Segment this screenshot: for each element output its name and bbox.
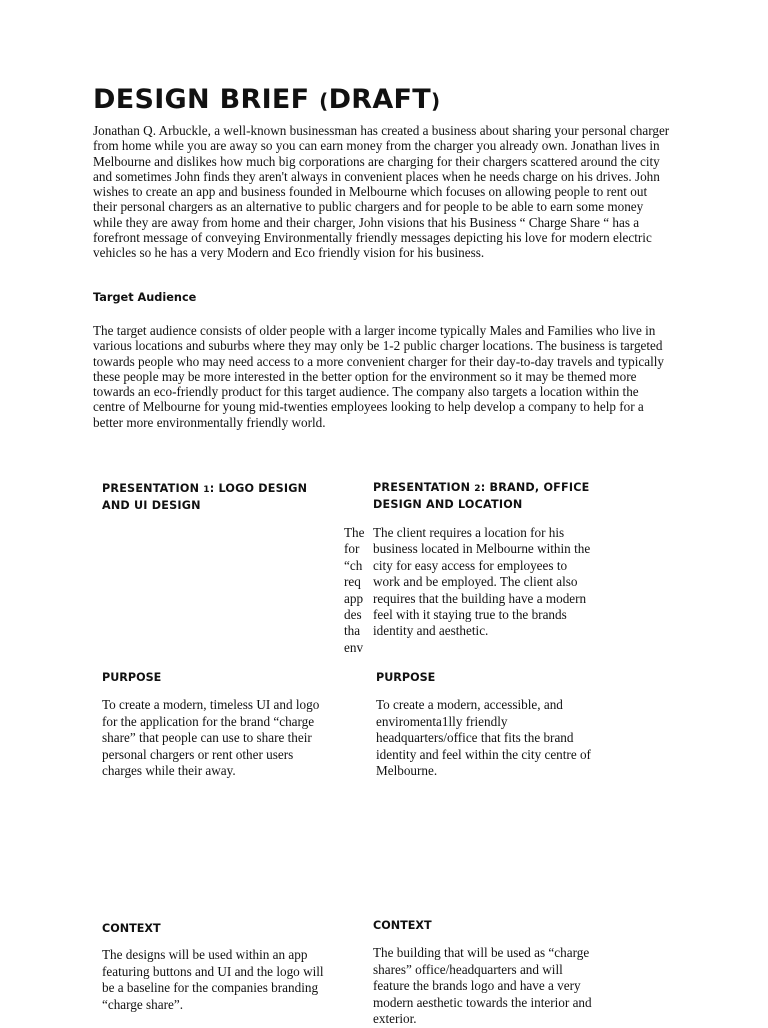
clipped-line: app xyxy=(344,590,364,606)
presentation-1-heading xyxy=(102,481,337,513)
title-main: DESIGN BRIEF xyxy=(93,84,320,115)
presentation-1-heading-b: : LOGO DESIGN AND UI DESIGN xyxy=(102,482,308,512)
presentation-2-purpose-heading: PURPOSE xyxy=(376,671,436,684)
presentation-2-heading-b: : BRAND, OFFICE DESIGN AND LOCATION xyxy=(373,481,590,511)
target-audience-heading: Target Audience xyxy=(93,291,197,304)
presentation-1-number: 1 xyxy=(203,485,210,495)
presentation-1-purpose-heading: PURPOSE xyxy=(102,671,162,684)
intro-paragraph: Jonathan Q. Arbuckle, a well-known businessman has created a business about sharing your personal charger from home while you are away so you can earn money from the charger you already own. Jonathan lives in Melbourne and dislikes how much big corporations are charging for their chargers scattered around the city and sometimes John finds they aren't always in convenient places when he needs charge on his drives. John wishes to create an app and business founded in Melbourne which focuses on allowing people to rent out their personal chargers as an alternative to public chargers and for people to be able to earn some money while they are away from home and their charger, John visions that his Business “ Charge Share “ has a forefront message of conveying Environmentally friendly messages depicting his love for modern electric vehicles so he has a very Modern and Eco friendly vision for his business. xyxy=(93,123,670,261)
presentation-1-heading-a: PRESENTATION xyxy=(102,482,204,495)
presentation-1-purpose-text: To create a modern, timeless UI and logo for the application for the brand “charge share” that people can use to share their personal chargers or rent other users charges while their away. xyxy=(102,697,320,779)
clipped-line: “ch xyxy=(344,557,363,573)
target-audience-paragraph: The target audience consists of older people with a larger income typically Males and Families who live in various locations and suburbs where they may only be 1-2 public charger locations. The business is targeted towards people who may need access to a more convenient charger for their day-to-day travels and typically these people may be more interested in the better option for the environment so it may be themed more towards an eco-friendly product for this target audience. The company also targets a location within the centre of Melbourne for young mid-twenties employees looking to help develop a company to help for a better more environmentally friendly world. xyxy=(93,323,664,430)
presentation-2-heading-a: PRESENTATION xyxy=(373,481,475,494)
presentation-2-description: The client requires a location for his business located in Melbourne within the city for easy access for employees to work and be employed. The client also requires that the building have a modern feel with it staying true to the brands identity and aesthetic. xyxy=(373,525,591,639)
presentation-1-context-heading: CONTEXT xyxy=(102,922,161,935)
title-paren-close: ) xyxy=(431,89,441,113)
presentation-2-context-text: The building that will be used as “charge shares” office/headquarters and will feature the brands logo and have a very modern aesthetic towards the interior and exterior. xyxy=(373,945,592,1027)
title-paren-open: ( xyxy=(319,89,329,113)
title-draft: DRAFT xyxy=(328,84,432,115)
clipped-line: req xyxy=(344,574,361,590)
presentation-1-context-text: The designs will be used within an app featuring buttons and UI and the logo will be a baseline for the companies branding “charge share”. xyxy=(102,947,324,1012)
clipped-line: for xyxy=(344,541,360,557)
clipped-line: The xyxy=(344,525,365,540)
clipped-line: des xyxy=(344,607,362,623)
clipped-text-column xyxy=(344,525,366,657)
document-title xyxy=(93,83,440,118)
presentation-2-purpose-text: To create a modern, accessible, and enviromenta1lly friendly headquarters/office that fits the brand identity and feel within the city centre of Melbourne. xyxy=(376,697,591,779)
clipped-line: tha xyxy=(344,623,361,639)
clipped-line: env xyxy=(344,639,364,655)
presentation-2-number: 2 xyxy=(474,484,481,494)
presentation-2-context-heading: CONTEXT xyxy=(373,919,432,932)
presentation-2-heading xyxy=(373,480,613,512)
